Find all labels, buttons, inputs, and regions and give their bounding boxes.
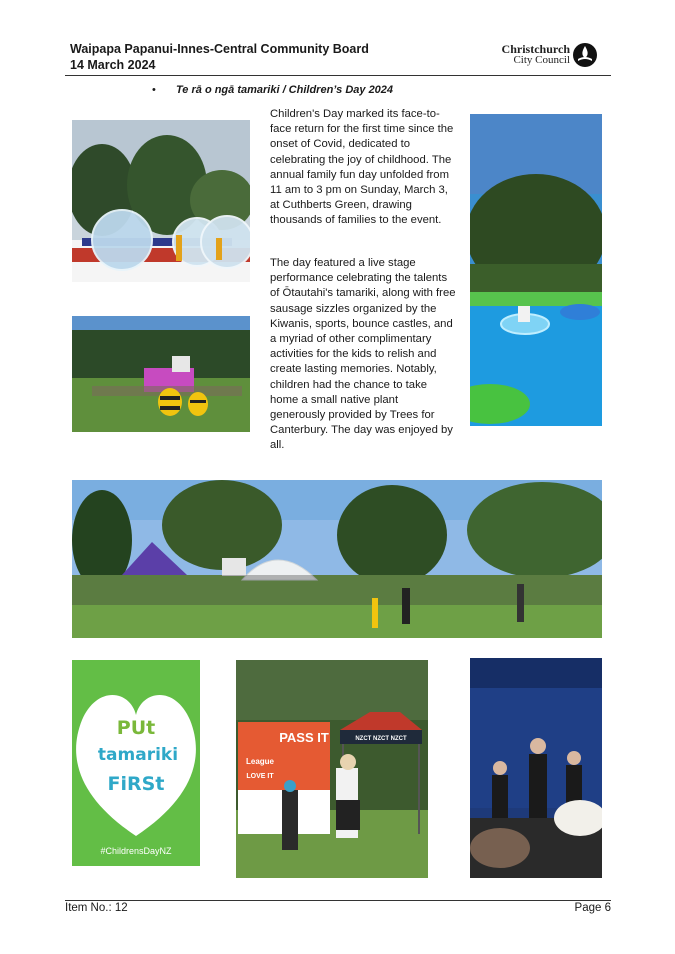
section-title: Te rā o ngā tamariki / Children’s Day 2024 <box>176 84 394 96</box>
photo-zorb-balls <box>72 120 250 282</box>
footer-rule <box>65 900 611 901</box>
poster-line3: FiRSt <box>107 773 165 795</box>
tent-label: NZCT NZCT NZCT <box>355 736 407 742</box>
photo-stage-performance <box>470 658 602 878</box>
logo-emblem-icon <box>572 42 598 68</box>
board-name: Waipapa Papanui-Innes-Central Community Board <box>70 42 369 56</box>
photo-bee-costumes <box>72 316 250 432</box>
banner-love: LOVE IT <box>246 773 274 780</box>
header-rule <box>65 75 611 76</box>
page-number: Page 6 <box>574 902 611 914</box>
paragraph-2: The day featured a live stage performance celebrating the talents of Ōtautahi's tamariki, along with free sausage sizzles organized by the Kiwanis, sports, bounce castles, and a myriad of other complimentary activities for the kids to relish and create lasting memories. Notably, children had the chance to take home a small native plant generously provided by Trees for Canterbury. The day was enjoyed by all. <box>270 257 456 452</box>
bullet-icon: • <box>152 84 156 96</box>
photo-bumper-boats <box>470 114 602 426</box>
photo-league-banner <box>236 660 428 878</box>
banner-league: League <box>245 757 275 766</box>
poster-line2: tamariki <box>97 745 179 765</box>
item-number: Item No.: 12 <box>65 902 128 914</box>
poster-hashtag: #ChildrensDayNZ <box>100 846 172 856</box>
council-logo <box>498 42 598 68</box>
logo-line2: City Council <box>513 54 570 66</box>
photo-childrens-day-poster <box>72 660 200 866</box>
paragraph-1: Children's Day marked its face-to-face return for the first time since the onset of Covid, dedicated to celebrating the joy of childhood. The annual family fun day unfolded from 11 am to 3 pm on Sunday, March 3, at Cuthberts Green, drawing thousands of families to the event. <box>270 108 454 227</box>
poster-line1: PUt <box>116 717 156 739</box>
logo-line1: Christchurch <box>501 42 570 56</box>
banner-pass: PASS IT <box>279 730 329 745</box>
meeting-date: 14 March 2024 <box>70 58 156 72</box>
photo-field-panorama <box>72 480 602 638</box>
